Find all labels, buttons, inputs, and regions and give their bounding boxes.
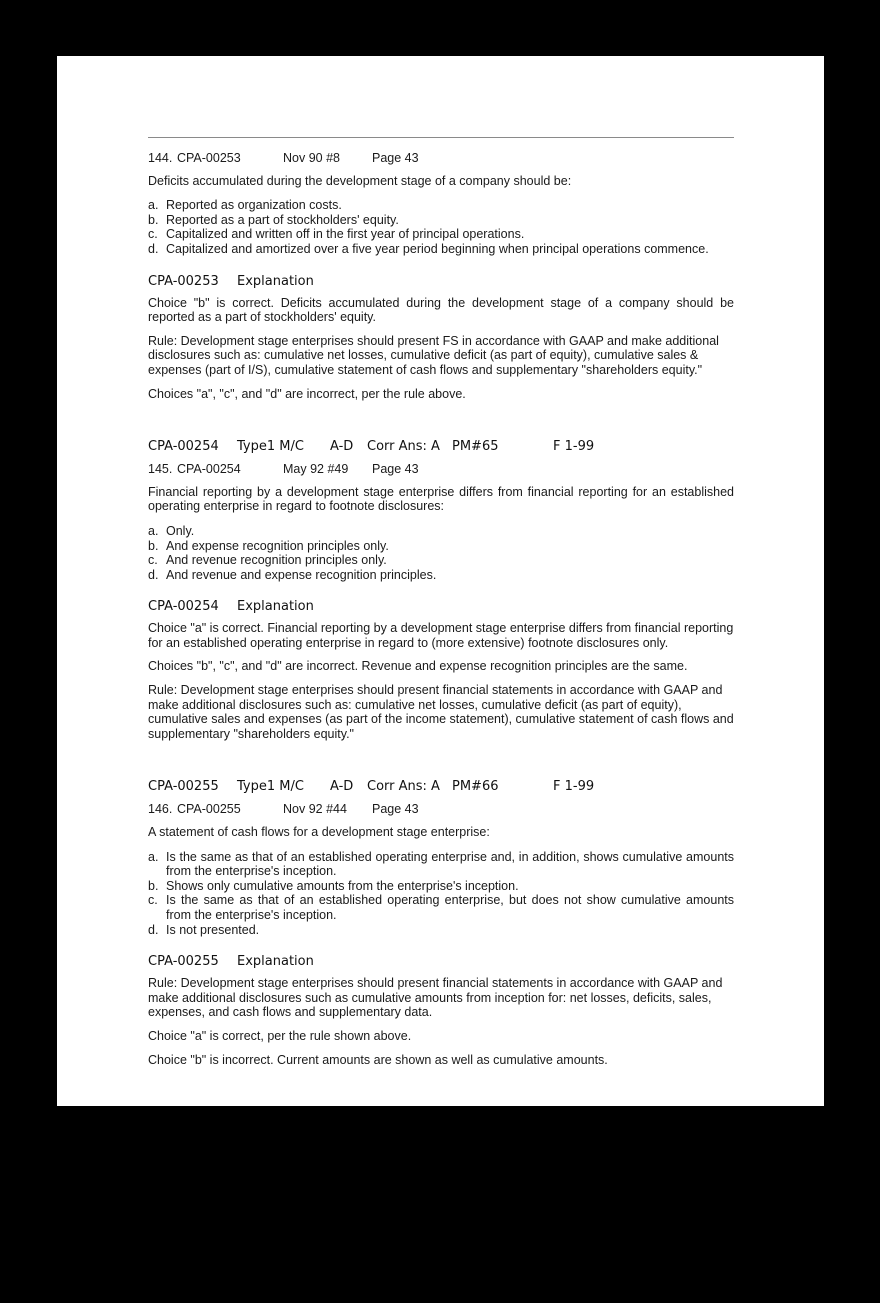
explanation-paragraph: Choice "b" is incorrect. Current amounts are shown as well as cumulative amounts.	[148, 1052, 608, 1067]
choice-text: Shows only cumulative amounts from the enterprise's inception.	[166, 878, 519, 893]
meta-pm-number: PM#66	[452, 779, 499, 795]
question-header	[148, 151, 734, 166]
choice-item	[148, 893, 734, 922]
choice-item	[148, 553, 734, 568]
choice-letter: c.	[148, 227, 158, 242]
explanation-header	[148, 274, 734, 290]
question-meta-row	[148, 779, 734, 795]
explanation-id: CPA-00253	[148, 273, 219, 289]
question-number: 144.	[148, 151, 173, 165]
explanation-paragraph: Choices "a", "c", and "d" are incorrect, per the rule above.	[148, 386, 466, 401]
meta-question-type: Type1 M/C	[237, 439, 304, 455]
question-number: 145.	[148, 462, 173, 477]
meta-question-id: CPA-00255	[148, 779, 219, 795]
choice-item	[148, 524, 734, 539]
question-header	[148, 802, 734, 817]
meta-pm-number: PM#65	[452, 439, 499, 455]
meta-term: F 1-99	[553, 779, 595, 795]
question-block	[148, 439, 734, 741]
explanation-paragraph: Rule: Development stage enterprises should present financial statements in accordance with GAAP and make additional disclosures such as: cumulative net losses, cumulative deficit (as part of equity), cumulative sales and expenses (as part of the income statement), cumulative statement of cash flows and supplementary "shareholders equity."	[148, 683, 734, 741]
question-id: CPA-00253	[177, 151, 241, 165]
meta-answer-range: A-D	[330, 779, 354, 795]
choice-letter: c.	[148, 893, 158, 908]
choice-letter: b.	[148, 212, 159, 227]
choice-letter: d.	[148, 922, 159, 937]
question-page-ref: Page 43	[372, 462, 419, 477]
choice-text: Is not presented.	[166, 922, 260, 937]
page-top-rule	[148, 137, 734, 138]
question-header	[148, 462, 734, 477]
question-page-ref: Page 43	[372, 151, 419, 165]
meta-term: F 1-99	[553, 439, 595, 455]
choice-letter: a.	[148, 849, 159, 864]
choice-text: And revenue and expense recognition principles.	[166, 567, 437, 582]
choice-item	[148, 227, 734, 242]
choice-list	[148, 524, 734, 582]
question-source: Nov 90 #8	[283, 151, 340, 165]
question-block	[148, 151, 734, 401]
question-number: 146.	[148, 802, 173, 817]
explanation-header	[148, 954, 734, 970]
explanation-label: Explanation	[237, 273, 314, 289]
choice-item	[148, 568, 734, 583]
choice-item	[148, 850, 734, 879]
choice-list	[148, 850, 734, 938]
question-stem: Deficits accumulated during the development stage of a company should be:	[148, 173, 572, 188]
explanation-paragraph: Choice "a" is correct, per the rule shown above.	[148, 1028, 412, 1043]
choice-list	[148, 198, 734, 256]
choice-text: Capitalized and written off in the first year of principal operations.	[166, 227, 525, 242]
question-block	[148, 779, 734, 1067]
choice-item	[148, 213, 734, 228]
choice-letter: b.	[148, 878, 159, 893]
meta-correct-answer: Corr Ans: A	[367, 439, 440, 455]
meta-answer-range: A-D	[330, 439, 354, 455]
explanation-paragraph: Rule: Development stage enterprises should present financial statements in accordance with GAAP and make additional disclosures such as cumulative amounts from inception for: net losses, deficits, sales, expenses, and cash flows and supplementary data.	[148, 976, 723, 1020]
explanation-paragraph: Choice "b" is correct. Deficits accumulated during the development stage of a company should be reported as a part of stockholders' equity.	[148, 295, 734, 325]
choice-item	[148, 923, 734, 938]
choice-item	[148, 879, 734, 894]
question-source: May 92 #49	[283, 462, 349, 477]
choice-text: Reported as organization costs.	[166, 198, 342, 213]
choice-item	[148, 198, 734, 213]
question-stem: A statement of cash flows for a development stage enterprise:	[148, 825, 490, 840]
choice-text: Reported as a part of stockholders' equity.	[166, 212, 399, 227]
meta-question-type: Type1 M/C	[237, 779, 304, 795]
choice-text: Is the same as that of an established operating enterprise and, in addition, shows cumulative amounts from the enterprise's inception.	[166, 849, 734, 879]
question-id: CPA-00254	[177, 462, 241, 477]
choice-letter: b.	[148, 538, 159, 553]
choice-text: Capitalized and amortized over a five year period beginning when principal operations commence.	[166, 241, 709, 256]
explanation-paragraph: Choice "a" is correct. Financial reporting by a development stage enterprise differs from financial reporting for an established operating enterprise in regard to (more extensive) footnote disclosures only.	[148, 621, 734, 650]
explanation-paragraph: Rule: Development stage enterprises should present FS in accordance with GAAP and make additional disclosures such as: cumulative net losses, cumulative deficit (as part of equity), cumulative sales & expenses (part of I/S), cumulative statement of cash flows and supplementary "shareholders equity."	[148, 333, 719, 377]
explanation-id: CPA-00254	[148, 599, 219, 615]
explanation-label: Explanation	[237, 599, 314, 615]
choice-letter: d.	[148, 567, 159, 582]
choice-text: And expense recognition principles only.	[166, 538, 389, 553]
explanation-paragraph: Choices "b", "c", and "d" are incorrect. Revenue and expense recognition principles are the same.	[148, 659, 688, 674]
question-meta-row	[148, 439, 734, 455]
choice-item	[148, 242, 734, 257]
choice-letter: c.	[148, 553, 158, 568]
choice-item	[148, 539, 734, 554]
choice-text: Is the same as that of an established operating enterprise, but does not show cumulative amounts from the enterprise's inception.	[166, 893, 734, 922]
choice-letter: a.	[148, 523, 159, 538]
question-stem: Financial reporting by a development stage enterprise differs from financial reporting for an established operating enterprise in regard to footnote disclosures:	[148, 484, 734, 514]
explanation-header	[148, 599, 734, 615]
choice-text: And revenue recognition principles only.	[166, 553, 387, 568]
document-page	[57, 56, 824, 1106]
meta-question-id: CPA-00254	[148, 439, 219, 455]
question-id: CPA-00255	[177, 802, 241, 817]
meta-correct-answer: Corr Ans: A	[367, 779, 440, 795]
choice-letter: a.	[148, 198, 159, 213]
question-page-ref: Page 43	[372, 802, 419, 817]
question-source: Nov 92 #44	[283, 802, 347, 817]
choice-letter: d.	[148, 241, 159, 256]
explanation-label: Explanation	[237, 954, 314, 970]
explanation-id: CPA-00255	[148, 954, 219, 970]
choice-text: Only.	[166, 523, 195, 538]
